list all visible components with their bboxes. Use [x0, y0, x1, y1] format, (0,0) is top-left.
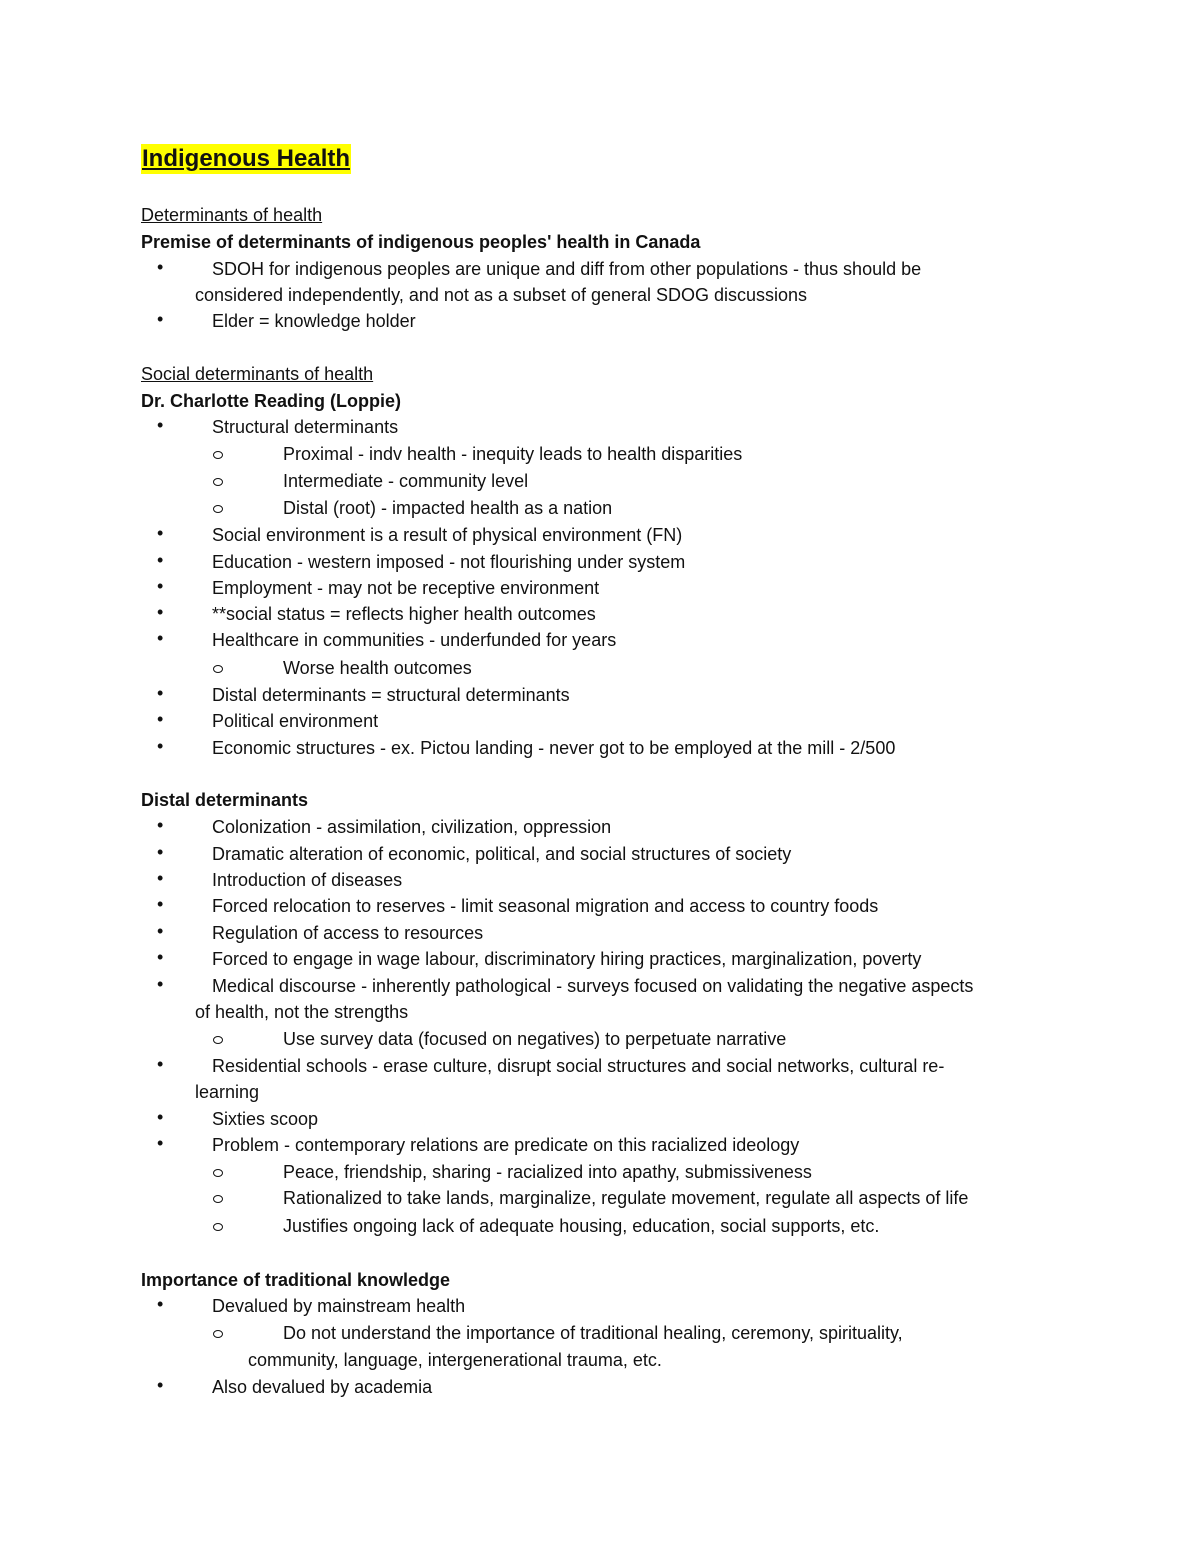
- bullet-icon: •: [157, 523, 164, 543]
- sub-bullet-icon: [213, 1330, 223, 1338]
- list-item: Healthcare in communities - underfunded for years: [212, 630, 617, 650]
- bullet-icon: •: [157, 842, 164, 862]
- bullet-icon: •: [157, 683, 164, 703]
- bullet-icon: •: [157, 868, 164, 888]
- bullet-icon: •: [157, 576, 164, 596]
- sub-list-item: Intermediate - community level: [283, 471, 529, 491]
- list-item: Residential schools - erase culture, disrupt social structures and social networks, cultural re-: [212, 1056, 945, 1076]
- sub-list-item-continuation: community, language, intergenerational trauma, etc.: [248, 1350, 662, 1370]
- sub-bullet-icon: [213, 665, 223, 673]
- list-item: Social environment is a result of physical environment (FN): [212, 525, 683, 545]
- bullet-icon: •: [157, 947, 164, 967]
- bullet-icon: •: [157, 974, 164, 994]
- section-heading-traditional: Importance of traditional knowledge: [141, 1270, 451, 1290]
- list-item: Economic structures - ex. Pictou landing - never got to be employed at the mill - 2/500: [212, 738, 896, 758]
- sub-bullet-icon: [213, 451, 223, 459]
- list-item: Elder = knowledge holder: [212, 311, 416, 331]
- sub-bullet-icon: [213, 1169, 223, 1177]
- list-item: Problem - contemporary relations are predicate on this racialized ideology: [212, 1135, 800, 1155]
- sub-list-item: Justifies ongoing lack of adequate housing, education, social supports, etc.: [283, 1216, 880, 1236]
- section-heading-determinants: Determinants of health: [141, 205, 323, 225]
- sub-list-item: Worse health outcomes: [283, 658, 472, 678]
- bullet-icon: •: [157, 257, 164, 277]
- bullet-icon: •: [157, 1375, 164, 1395]
- list-item: Regulation of access to resources: [212, 923, 484, 943]
- sub-list-item: Distal (root) - impacted health as a nation: [283, 498, 613, 518]
- list-item: Also devalued by academia: [212, 1377, 433, 1397]
- bullet-icon: •: [157, 550, 164, 570]
- sub-bullet-icon: [213, 1223, 223, 1231]
- sub-list-item: Rationalized to take lands, marginalize, regulate movement, regulate all aspects of life: [283, 1188, 969, 1208]
- list-item: Education - western imposed - not flourishing under system: [212, 552, 686, 572]
- list-item-continuation: learning: [195, 1082, 260, 1102]
- bullet-icon: •: [157, 415, 164, 435]
- bullet-icon: •: [157, 894, 164, 914]
- bullet-icon: •: [157, 1133, 164, 1153]
- list-item: Forced relocation to reserves - limit seasonal migration and access to country foods: [212, 896, 879, 916]
- subheading-premise: Premise of determinants of indigenous peoples' health in Canada: [141, 232, 701, 252]
- sub-list-item: Peace, friendship, sharing - racialized into apathy, submissiveness: [283, 1162, 812, 1182]
- bullet-icon: •: [157, 1107, 164, 1127]
- sub-list-item: Proximal - indv health - inequity leads to health disparities: [283, 444, 743, 464]
- list-item: Sixties scoop: [212, 1109, 319, 1129]
- bullet-icon: •: [157, 628, 164, 648]
- sub-bullet-icon: [213, 505, 223, 513]
- sub-bullet-icon: [213, 478, 223, 486]
- sub-bullet-icon: [213, 1036, 223, 1044]
- sub-list-item: Use survey data (focused on negatives) to perpetuate narrative: [283, 1029, 787, 1049]
- bullet-icon: •: [157, 736, 164, 756]
- list-item: Introduction of diseases: [212, 870, 403, 890]
- list-item: Forced to engage in wage labour, discriminatory hiring practices, marginalization, poverty: [212, 949, 922, 969]
- list-item: Devalued by mainstream health: [212, 1296, 466, 1316]
- page-title: Indigenous Health: [142, 145, 351, 172]
- bullet-icon: •: [157, 921, 164, 941]
- list-item: Political environment: [212, 711, 379, 731]
- bullet-icon: •: [157, 309, 164, 329]
- sub-list-item: Do not understand the importance of traditional healing, ceremony, spirituality,: [283, 1323, 903, 1343]
- list-item: Distal determinants = structural determinants: [212, 685, 570, 705]
- list-item: Colonization - assimilation, civilization, oppression: [212, 817, 612, 837]
- list-item: Medical discourse - inherently pathological - surveys focused on validating the negative aspects: [212, 976, 974, 996]
- subheading-reading: Dr. Charlotte Reading (Loppie): [141, 391, 402, 411]
- bullet-icon: •: [157, 1294, 164, 1314]
- sub-bullet-icon: [213, 1195, 223, 1203]
- bullet-icon: •: [157, 709, 164, 729]
- list-item: **social status = reflects higher health outcomes: [212, 604, 596, 624]
- bullet-icon: •: [157, 815, 164, 835]
- list-item-continuation: of health, not the strengths: [195, 1002, 409, 1022]
- list-item: Employment - may not be receptive environment: [212, 578, 600, 598]
- list-item: SDOH for indigenous peoples are unique and diff from other populations - thus should be: [212, 259, 922, 279]
- list-item-continuation: considered independently, and not as a subset of general SDOG discussions: [195, 285, 808, 305]
- bullet-icon: •: [157, 1054, 164, 1074]
- section-heading-social: Social determinants of health: [141, 364, 374, 384]
- list-item: Structural determinants: [212, 417, 399, 437]
- section-heading-distal: Distal determinants: [141, 790, 309, 810]
- list-item: Dramatic alteration of economic, political, and social structures of society: [212, 844, 792, 864]
- bullet-icon: •: [157, 602, 164, 622]
